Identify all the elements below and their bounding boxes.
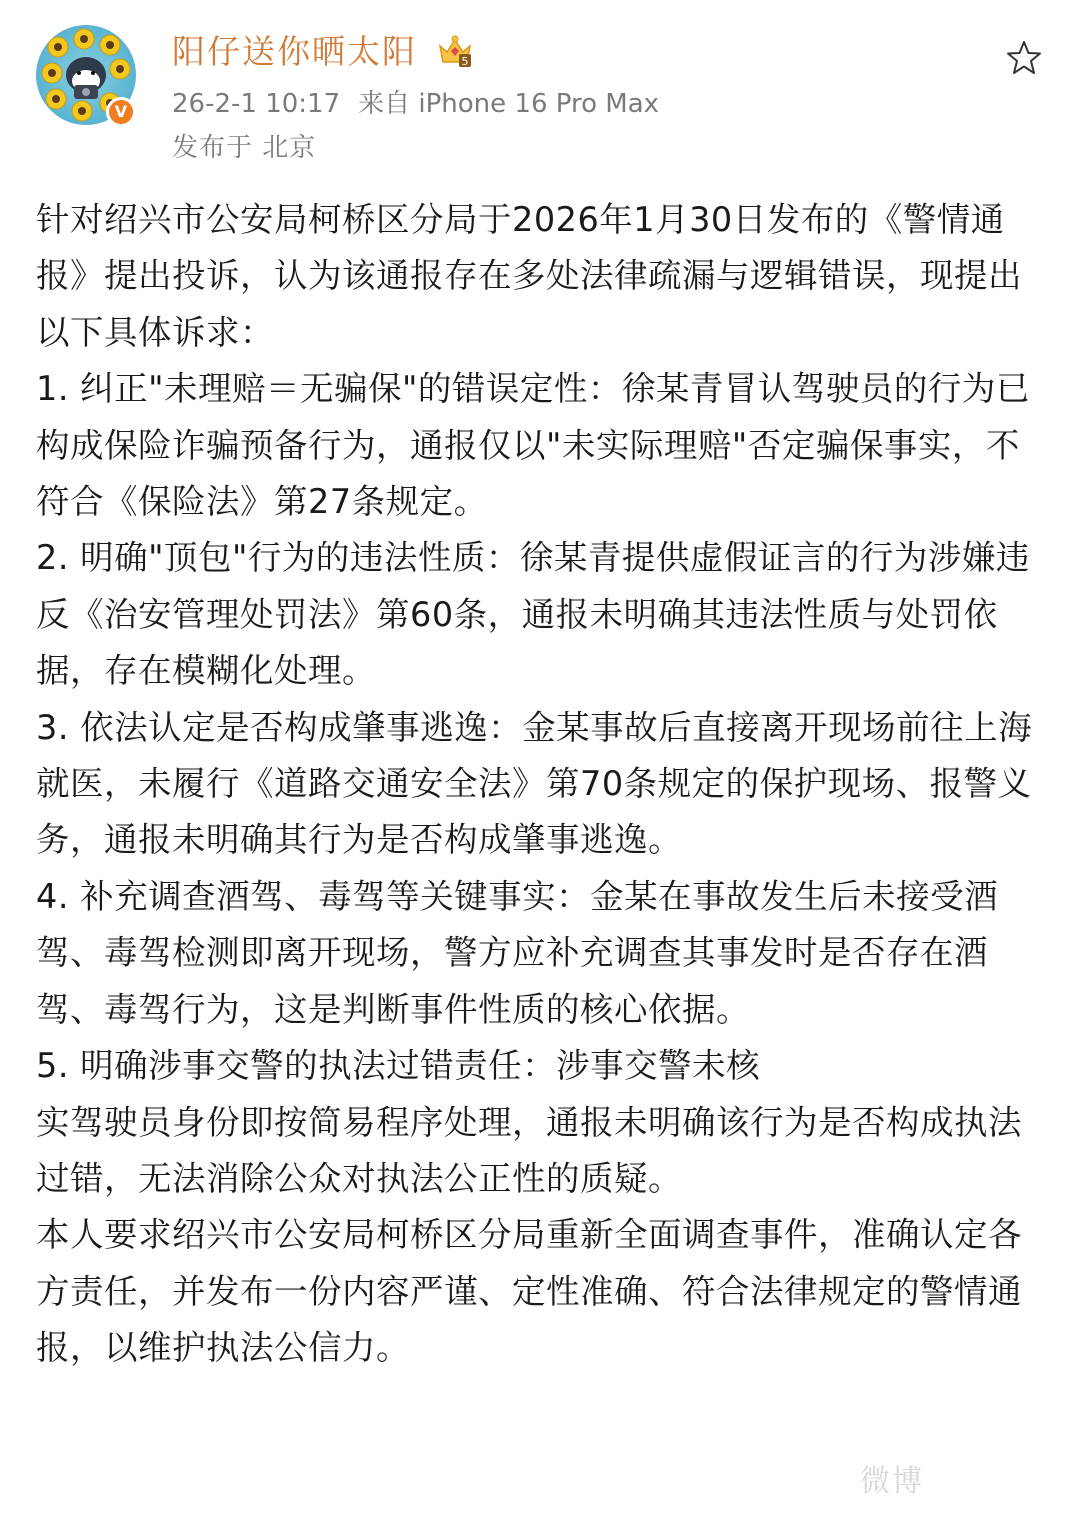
post-header [0, 0, 1080, 180]
post-source: 来自 iPhone 16 Pro Max [358, 89, 660, 119]
svg-text:5: 5 [461, 55, 469, 68]
paragraph-demand-4: 4. 补充调查酒驾、毒驾等关键事实：金某在事故发生后未接受酒驾、毒驾检测即离开现场，警方应补充调查其事发时是否存在酒驾、毒驾行为，这是判断事件性质的核心依据。 [36, 876, 999, 1029]
paragraph-intro: 针对绍兴市公安局柯桥区分局于2026年1月30日发布的《警情通报》提出投诉，认为该通报存在多处法律疏漏与逻辑错误，现提出以下具体诉求： [36, 200, 1022, 352]
post-timestamp: 26-2-1 10:17 [172, 89, 341, 119]
paragraph-demand-5: 5. 明确涉事交警的执法过错责任：涉事交警未核 [36, 1046, 761, 1086]
post-meta [172, 84, 659, 124]
paragraph-demand-1: 1. 纠正"未理赔＝无骗保"的错误定性：徐某青冒认驾驶员的行为已构成保险诈骗预备行为，通报仅以"未实际理赔"否定骗保事实，不符合《保险法》第27条规定。 [36, 369, 1030, 522]
username[interactable]: 阳仔送你晒太阳 [172, 32, 417, 71]
post-location: 发布于 北京 [172, 133, 317, 163]
weibo-watermark: 微博 [860, 1464, 924, 1499]
post-body [36, 192, 1046, 1377]
paragraph-conclusion: 本人要求绍兴市公安局柯桥区分局重新全面调查事件，准确认定各方责任，并发布一份内容严谨、定性准确、符合法律规定的警情通报，以维护执法公信力。 [36, 1215, 1022, 1368]
paragraph-demand-5-cont: 实驾驶员身份即按简易程序处理，通报未明确该行为是否构成执法过错，无法消除公众对执法公正性的质疑。 [36, 1102, 1022, 1198]
verified-badge: V [106, 97, 136, 127]
paragraph-demand-2: 2. 明确"顶包"行为的违法性质：徐某青提供虚假证言的行为涉嫌违反《治安管理处罚法》第60条，通报未明确其违法性质与处罚依据，存在模糊化处理。 [36, 538, 1030, 691]
crown-icon[interactable] [437, 34, 473, 68]
paragraph-demand-3: 3. 依法认定是否构成肇事逃逸：金某事故后直接离开现场前往上海就医，未履行《道路交通安全法》第70条规定的保护现场、报警义务，通报未明确其行为是否构成肇事逃逸。 [36, 707, 1033, 860]
star-outline-icon[interactable] [1004, 38, 1044, 78]
